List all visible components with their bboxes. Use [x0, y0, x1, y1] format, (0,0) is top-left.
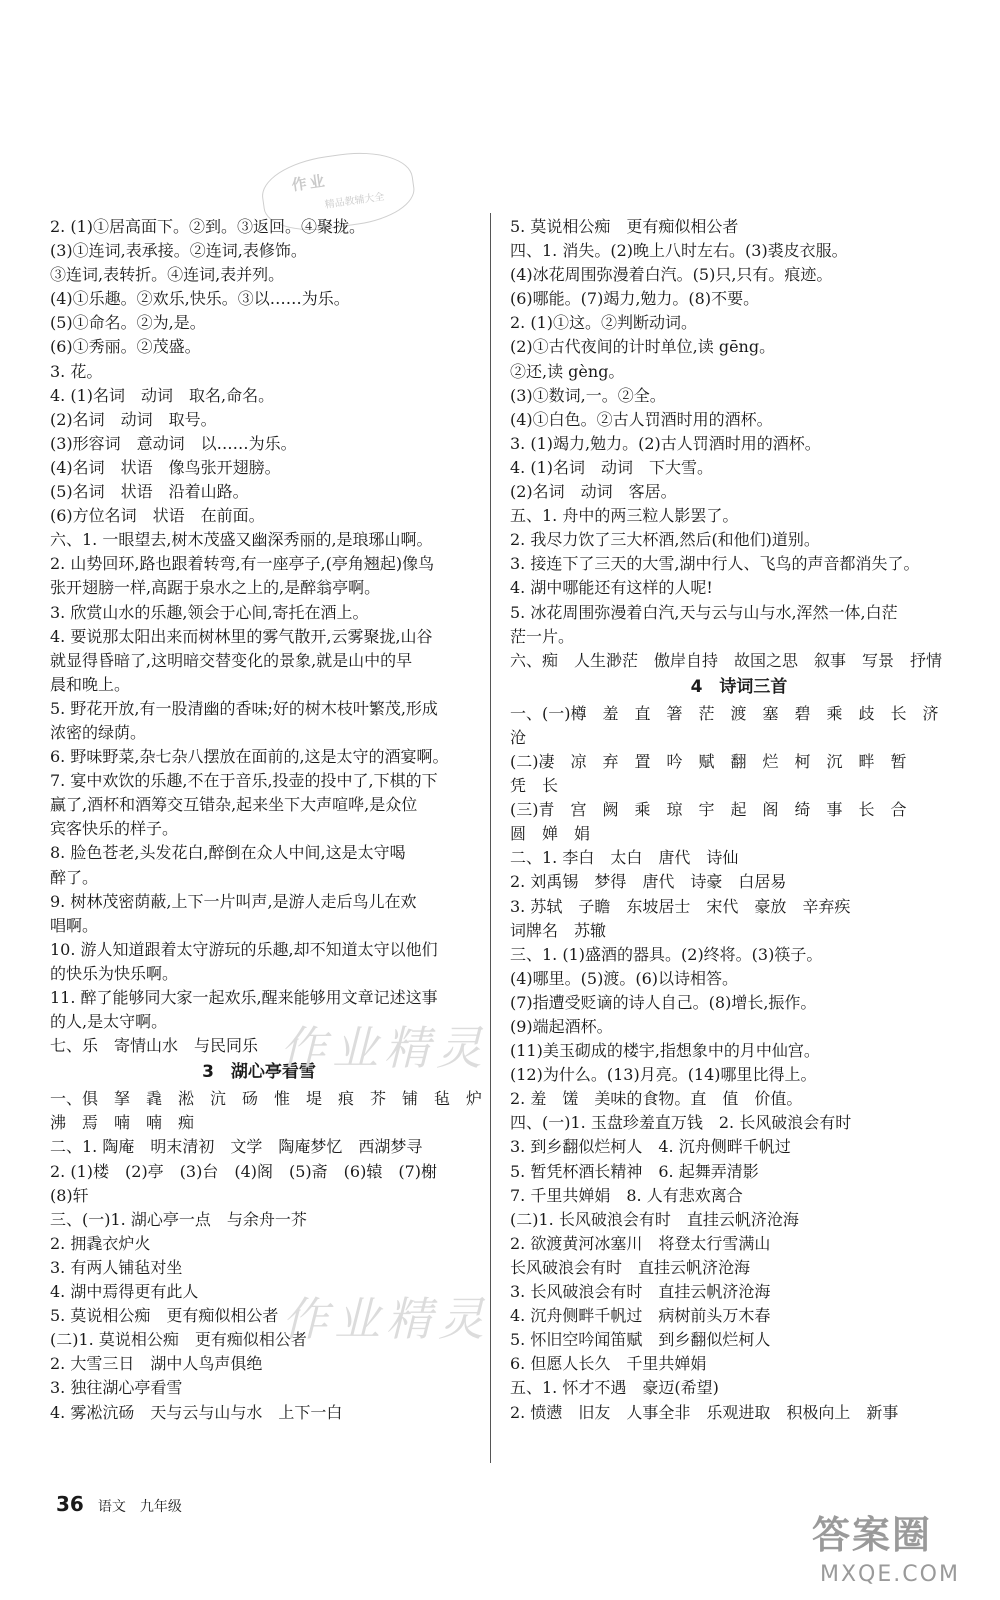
answer-line: 三、1. (1)盛酒的器具。(2)终将。(3)筷子。 [510, 944, 823, 964]
answer-line: (8)轩 [50, 1185, 89, 1205]
answer-line: 3. 花。 [50, 361, 103, 381]
answer-line: 的人,是太守啊。 [50, 1012, 168, 1032]
answer-line: (5)①命名。②为,是。 [50, 313, 206, 333]
answer-line: 5. 野花开放,有一股清幽的香味;好的树木枝叶繁茂,形成 [50, 698, 438, 718]
answer-line: 7. 宴中欢饮的乐趣,不在于音乐,投壶的投中了,下棋的下 [50, 771, 438, 791]
answer-line: 11. 醉了能够同大家一起欢乐,醒来能够用文章记述这事 [50, 988, 438, 1007]
answer-line: 茫一片。 [510, 626, 575, 646]
corner-logo [812, 1504, 962, 1594]
answer-line: (二)凄 凉 弃 置 吟 赋 翻 烂 柯 沉 畔 暂 [510, 751, 907, 771]
answer-line: 一、俱 拏 毳 淞 沆 砀 惟 堤 痕 芥 铺 毡 炉 [50, 1089, 483, 1109]
section-heading: 3 湖心亭看雪 [202, 1062, 316, 1083]
answer-column-right [510, 215, 968, 1425]
answer-line: 张开翅膀一样,高踞于泉水之上的,是醉翁亭啊。 [50, 578, 381, 598]
answer-line: 3. 长风破浪会有时 直挂云帆济沧海 [510, 1282, 771, 1302]
answer-line: (4)哪里。(5)渡。(6)以诗相答。 [510, 968, 738, 988]
answer-line: 3. 接连下了三天的大雪,湖中行人、飞鸟的声音都消失了。 [510, 554, 920, 574]
answer-line: (2)名词 动词 客居。 [510, 482, 677, 502]
page-footer [56, 1492, 182, 1516]
answer-line: 四、1. 消失。(2)晚上八时左右。(3)裘皮衣服。 [510, 241, 848, 261]
answer-line: 2. (1)①居高面下。②到。③返回。④聚拢。 [50, 217, 366, 236]
answer-line: 二、1. 陶庵 明末清初 文学 陶庵梦忆 西湖梦寻 [50, 1137, 423, 1157]
answer-line: 4. 要说那太阳出来而树林里的雾气散开,云雾聚拢,山谷 [50, 626, 433, 646]
answer-line: 2. 愤懑 旧友 人事全非 乐观进取 积极向上 新事 [510, 1402, 899, 1422]
footer-subject: 语文 [97, 1499, 126, 1515]
answer-line: (5)名词 状语 沿着山路。 [50, 482, 249, 502]
answer-line: 8. 脸色苍老,头发花白,醉倒在众人中间,这是太守喝 [50, 843, 406, 863]
answer-line: 7. 千里共婵娟 8. 人有悲欢离合 [510, 1185, 743, 1205]
answer-line: 2. 拥毳衣炉火 [50, 1233, 151, 1253]
answer-line: 五、1. 舟中的两三粒人影罢了。 [510, 506, 739, 526]
answer-line: (3)形容词 意动词 以……为乐。 [50, 433, 297, 453]
answer-line: 三、(一)1. 湖心亭一点 与余舟一芥 [50, 1209, 307, 1229]
answer-line: (3)①数词,一。②全。 [510, 385, 666, 405]
answer-line: (6)方位名词 状语 在前面。 [50, 506, 265, 526]
answer-line: 3. 到乡翻似烂柯人 4. 沉舟侧畔千帆过 [510, 1137, 791, 1157]
watermark: 作业精灵 [282, 1292, 490, 1346]
answer-line: 晨和晚上。 [50, 674, 131, 694]
answer-line: 4. 湖中焉得更有此人 [50, 1282, 199, 1302]
answer-line: 七、乐 寄情山水 与民同乐 [50, 1036, 259, 1056]
answer-line: 5. 冰花周围弥漫着白汽,天与云与山与水,浑然一体,白茫 [510, 602, 898, 622]
answer-line: 5. 莫说相公痴 更有痴似相公者 [50, 1306, 279, 1326]
answer-line: (三)青 宫 阙 乘 琼 宇 起 阁 绮 事 长 合 [510, 800, 907, 820]
answer-line: 六、1. 一眼望去,树木茂盛又幽深秀丽的,是琅琊山啊。 [50, 530, 433, 550]
answer-line: 4. (1)名词 动词 取名,命名。 [50, 385, 275, 405]
answer-line: (4)名词 状语 像鸟张开翅膀。 [50, 457, 281, 477]
answer-line: 2. 大雪三日 湖中人鸟声俱绝 [50, 1354, 263, 1374]
answer-line: 长风破浪会有时 直挂云帆济沧海 [510, 1257, 751, 1277]
answer-line: 2. 刘禹锡 梦得 唐代 诗豪 白居易 [510, 872, 787, 892]
answer-line: 2. (1)①这。②判断动词。 [510, 313, 698, 333]
answer-line: ②还,读 gèng。 [510, 361, 625, 381]
corner-logo-url: MXQE.COM [820, 1562, 960, 1587]
answer-line: 二、1. 李白 太白 唐代 诗仙 [510, 848, 739, 868]
answer-line: 3. 独往湖心亭看雪 [50, 1378, 183, 1398]
answer-line: 四、(一)1. 玉盘珍羞直万钱 2. 长风破浪会有时 [510, 1113, 852, 1133]
answer-line: 4. 雾凇沆砀 天与云与山与水 上下一白 [50, 1402, 343, 1422]
answer-line: (12)为什么。(13)月亮。(14)哪里比得上。 [510, 1065, 817, 1085]
answer-line: (4)冰花周围弥漫着白汽。(5)只,只有。痕迹。 [510, 265, 833, 285]
answer-line: 宾客快乐的样子。 [50, 819, 179, 839]
answer-line: 2. 山势回环,路也跟着转弯,有一座亭子,(亭角翘起)像鸟 [50, 554, 435, 574]
answer-line: (11)美玉砌成的楼宇,指想象中的月中仙宫。 [510, 1041, 820, 1061]
answer-line: 2. 欲渡黄河冰塞川 将登太行雪满山 [510, 1233, 771, 1253]
answer-line: (9)端起酒杯。 [510, 1017, 613, 1036]
answer-line: 词牌名 苏辙 [510, 920, 607, 940]
answer-line: 9. 树林茂密荫蔽,上下一片叫声,是游人走后鸟儿在欢 [50, 891, 417, 911]
corner-logo-text: 答案圈 [812, 1512, 933, 1557]
answer-line: 凭 长 [510, 776, 559, 796]
answer-line: 10. 游人知道跟着太守游玩的乐趣,却不知道太守以他们 [50, 939, 438, 959]
answer-line: 4. 沉舟侧畔千帆过 病树前头万木春 [510, 1306, 771, 1326]
column-divider [490, 213, 491, 1463]
answer-line: 五、1. 怀才不遇 豪迈(希望) [510, 1378, 719, 1398]
answer-line: 3. 苏轼 子瞻 东坡居士 宋代 豪放 辛弃疾 [510, 896, 851, 916]
answer-line: 2. (1)楼 (2)亭 (3)台 (4)阁 (5)斋 (6)辕 (7)榭 [50, 1161, 438, 1181]
answer-line: (6)①秀丽。②茂盛。 [50, 337, 201, 357]
answer-line: (二)1. 莫说相公痴 更有痴似相公者 [50, 1330, 307, 1350]
page-number: 36 [56, 1492, 84, 1516]
answer-line: (4)①乐趣。②欢乐,快乐。③以……为乐。 [50, 289, 350, 309]
answer-line: (3)①连词,表承接。②连词,表修饰。 [50, 241, 307, 261]
answer-line: (2)名词 动词 取号。 [50, 409, 217, 429]
answer-line: 赢了,酒杯和酒筹交互错杂,起来坐下大声喧哗,是众位 [50, 795, 418, 815]
answer-line: (7)指遭受贬谪的诗人自己。(8)增长,振作。 [510, 992, 817, 1012]
answer-line: 3. 有两人铺毡对坐 [50, 1257, 183, 1277]
answer-line: (4)①白色。②古人罚酒时用的酒杯。 [510, 409, 773, 429]
answer-line: (二)1. 长风破浪会有时 直挂云帆济沧海 [510, 1209, 799, 1229]
watermark: 作业精灵 [280, 1021, 488, 1075]
answer-line: 6. 野味野菜,杂七杂八摆放在面前的,这是太守的酒宴啊。 [50, 747, 449, 767]
answer-line: (6)哪能。(7)竭力,勉力。(8)不要。 [510, 289, 760, 309]
answer-line: ③连词,表转折。④连词,表并列。 [50, 265, 285, 285]
answer-line: 2. 我尽力饮了三大杯酒,然后(和他们)道别。 [510, 530, 820, 550]
answer-line: 3. (1)竭力,勉力。(2)古人罚酒时用的酒杯。 [510, 433, 821, 453]
answer-line: 六、痴 人生渺茫 傲岸自持 故国之思 叙事 写景 抒情 [510, 650, 943, 670]
footer-grade: 九年级 [139, 1499, 182, 1515]
answer-column-left [50, 215, 483, 1425]
stamp-subtext: 精品教辅大全 [324, 191, 386, 211]
answer-line: 3. 欣赏山水的乐趣,领会于心间,寄托在酒上。 [50, 602, 369, 622]
answer-line: 5. 莫说相公痴 更有痴似相公者 [510, 217, 739, 236]
answer-line: 唱啊。 [50, 915, 99, 935]
answer-line: 浓密的绿荫。 [50, 722, 147, 742]
answer-line: 醉了。 [50, 867, 99, 887]
answer-line: 5. 暂凭杯酒长精神 6. 起舞弄清影 [510, 1161, 759, 1181]
answer-line: 5. 怀旧空吟闻笛赋 到乡翻似烂柯人 [510, 1330, 771, 1350]
answer-line: 2. 羞 馐 美味的食物。直 值 价值。 [510, 1089, 803, 1109]
answer-line: 6. 但愿人长久 千里共婵娟 [510, 1354, 707, 1374]
answer-line: 沸 焉 喃 喃 痴 [50, 1113, 195, 1133]
stamp-text: 作业 [290, 171, 329, 195]
answer-line: 4. (1)名词 动词 下大雪。 [510, 457, 714, 477]
answer-line: 一、(一)樽 羞 直 箸 茫 渡 塞 碧 乘 歧 长 济 [510, 703, 939, 723]
answer-line: (2)①古代夜间的计时单位,读 gēng。 [510, 337, 776, 357]
answer-line: 圆 婵 娟 [510, 824, 591, 844]
answer-line: 的快乐为快乐啊。 [50, 963, 179, 983]
answer-line: 4. 湖中哪能还有这样的人呢! [510, 578, 713, 598]
answer-line: 沧 [510, 727, 527, 747]
answer-line: 就显得昏暗了,这明暗交替变化的景象,就是山中的早 [50, 650, 413, 670]
section-heading: 4 诗词三首 [690, 676, 788, 697]
